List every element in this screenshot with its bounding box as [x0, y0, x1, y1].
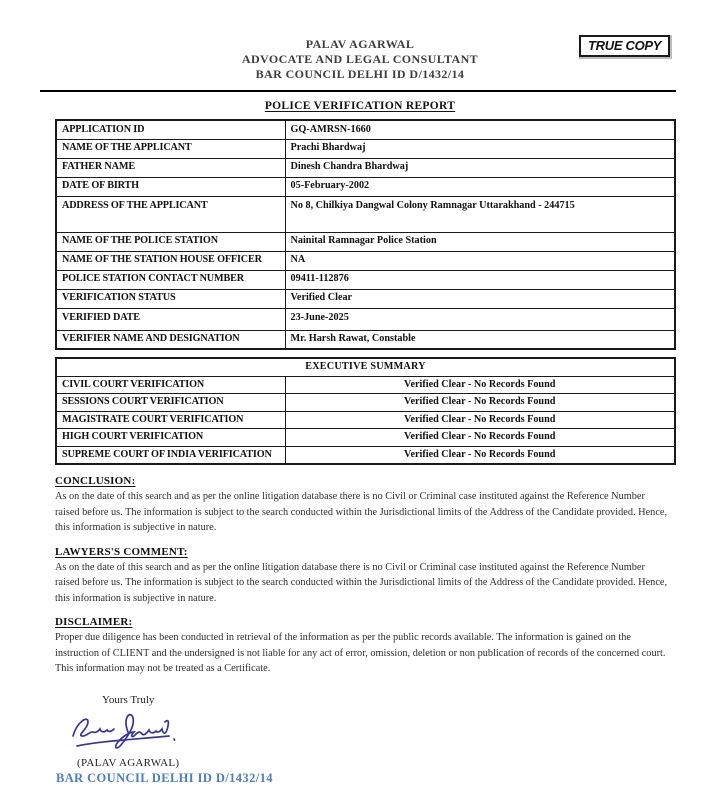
table-row — [56, 139, 675, 158]
table-row — [56, 308, 675, 330]
table-row — [56, 270, 675, 289]
row-label: FATHER NAME — [56, 158, 285, 177]
row-label: VERIFICATION STATUS — [56, 289, 285, 308]
letterhead-name: PALAV AGARWAL — [305, 37, 415, 51]
disclaimer-text: Proper due diligence has been conducted in retrieval of the information as per the public records available. The information is gained on the instruction of CLIENT and the undersigned is not liable for any act of error, omission, deletion or non publication of records of the concerned court. This information may not be treated as a Certificate. — [55, 632, 666, 674]
row-value: Verified Clear - No Records Found — [285, 446, 675, 464]
row-value: NA — [285, 251, 675, 270]
header-divider — [40, 90, 676, 92]
table-row — [56, 446, 675, 464]
table-row — [56, 411, 675, 429]
letterhead-designation: ADVOCATE AND LEGAL CONSULTANT — [241, 52, 479, 66]
signature — [68, 709, 188, 755]
row-value: 23-June-2025 — [285, 308, 675, 330]
row-value: Verified Clear - No Records Found — [285, 376, 675, 394]
table-row — [56, 120, 675, 139]
true-copy-stamp — [579, 35, 670, 57]
row-value: Nainital Ramnagar Police Station — [285, 232, 675, 251]
signature-ink-icon — [68, 709, 188, 755]
row-label: ADDRESS OF THE APPLICANT — [56, 196, 285, 232]
document-body — [55, 119, 676, 786]
bar-council-id-line: BAR COUNCIL DELHI ID D/1432/14 — [56, 770, 273, 785]
row-value: Verified Clear - No Records Found — [285, 394, 675, 412]
row-value: Verified Clear - No Records Found — [285, 411, 675, 429]
row-label: VERIFIER NAME AND DESIGNATION — [56, 330, 285, 349]
row-label: NAME OF THE APPLICANT — [56, 139, 285, 158]
table-row — [56, 330, 675, 349]
table-row — [56, 394, 675, 412]
applicant-details-table — [55, 119, 676, 350]
executive-summary-title: EXECUTIVE SUMMARY — [56, 358, 675, 376]
signatory-name: (PALAV AGARWAL) — [77, 756, 180, 769]
table-row — [56, 232, 675, 251]
row-label: NAME OF THE STATION HOUSE OFFICER — [56, 251, 285, 270]
salutation: Yours Truly — [102, 693, 155, 706]
row-label: SUPREME COURT OF INDIA VERIFICATION — [56, 446, 285, 464]
row-value: Mr. Harsh Rawat, Constable — [285, 330, 675, 349]
table-row — [56, 251, 675, 270]
lawyers-comment-heading: LAWYERS'S COMMENT: — [55, 545, 188, 558]
table-row — [56, 177, 675, 196]
conclusion-text: As on the date of this search and as per the online litigation database there is no Civil or Criminal case instituted against the Reference Number raised before us. The information is subject to the search conducted within the Jurisdictional limits of the Address of the Candidate provided. Hence, this information is subjective in nature. — [55, 491, 668, 533]
page-title: POLICE VERIFICATION REPORT — [264, 100, 456, 112]
table-row — [56, 289, 675, 308]
row-value: 05-February-2002 — [285, 177, 675, 196]
lawyers-comment-text: As on the date of this search and as per the online litigation database there is no Civil or Criminal case instituted against the Reference Number raised before us. The information is subject to the search conducted within the Jurisdictional limits of the Address of the Candidate provided. Hence, this information is subjective in nature. — [55, 561, 668, 604]
row-label: APPLICATION ID — [56, 120, 285, 139]
letterhead-bar-council-id: BAR COUNCIL DELHI ID D/1432/14 — [255, 67, 465, 81]
conclusion-heading: CONCLUSION: — [55, 475, 136, 487]
row-label: HIGH COURT VERIFICATION — [56, 429, 285, 447]
row-value: Prachi Bhardwaj — [285, 139, 675, 158]
row-value: 09411-112876 — [285, 270, 675, 289]
row-value: Verified Clear - No Records Found — [285, 429, 675, 447]
row-label: SESSIONS COURT VERIFICATION — [56, 394, 285, 412]
row-label: VERIFIED DATE — [56, 308, 285, 330]
table-row — [56, 429, 675, 447]
row-label: DATE OF BIRTH — [56, 177, 285, 196]
row-label: NAME OF THE POLICE STATION — [56, 232, 285, 251]
row-value: No 8, Chilkiya Dangwal Colony Ramnagar Uttarakhand - 244715 — [285, 196, 675, 232]
table-row — [56, 158, 675, 177]
row-value: Verified Clear — [285, 289, 675, 308]
true-copy-stamp-label: TRUE COPY — [588, 38, 662, 53]
executive-summary-table — [55, 357, 676, 465]
row-label: CIVIL COURT VERIFICATION — [56, 376, 285, 394]
row-label: MAGISTRATE COURT VERIFICATION — [56, 411, 285, 429]
row-value: Dinesh Chandra Bhardwaj — [285, 158, 675, 177]
table-row — [56, 376, 675, 394]
row-value: GQ-AMRSN-1660 — [285, 120, 675, 139]
row-label: POLICE STATION CONTACT NUMBER — [56, 270, 285, 289]
table-header-row — [56, 358, 675, 376]
table-row — [56, 196, 675, 232]
disclaimer-heading: DISCLAIMER: — [55, 616, 133, 628]
